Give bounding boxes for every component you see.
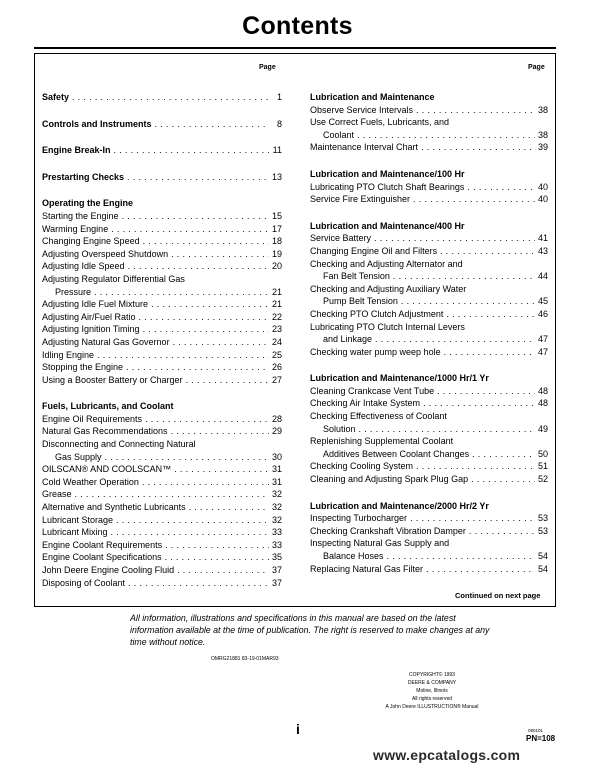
toc-entry[interactable] bbox=[310, 129, 548, 142]
dot-leader bbox=[174, 463, 269, 476]
toc-entry[interactable] bbox=[42, 248, 282, 261]
copyright-line: Moline, Illinois bbox=[416, 688, 448, 694]
dot-leader bbox=[105, 451, 269, 464]
dot-leader bbox=[421, 141, 535, 154]
toc-entry-page: 43 bbox=[537, 245, 548, 256]
toc-entry[interactable] bbox=[310, 385, 548, 398]
toc-entry-label: Lubricant Mixing bbox=[42, 527, 108, 538]
dot-leader bbox=[177, 564, 269, 577]
toc-entry-page: 46 bbox=[537, 308, 548, 319]
toc-entry[interactable] bbox=[42, 171, 282, 184]
toc-entry[interactable] bbox=[310, 563, 548, 576]
toc-entry[interactable] bbox=[310, 141, 548, 154]
toc-entry[interactable] bbox=[42, 374, 282, 387]
toc-entry-page: 8 bbox=[276, 118, 282, 129]
toc-entry-label: Checking Air Intake System bbox=[310, 398, 421, 409]
dot-leader bbox=[171, 248, 269, 261]
toc-entry-page: 24 bbox=[271, 336, 282, 347]
toc-entry-label: Grease bbox=[42, 489, 72, 500]
toc-entry-page: 18 bbox=[271, 236, 282, 247]
toc-entry-line: Lubricating PTO Clutch Internal Levers bbox=[310, 321, 465, 332]
dot-leader bbox=[426, 563, 535, 576]
toc-entry-label: Engine Break-In bbox=[42, 145, 111, 156]
toc-entry-page: 45 bbox=[537, 296, 548, 307]
toc-entry-label: Gas Supply bbox=[55, 451, 102, 462]
toc-entry[interactable] bbox=[42, 286, 282, 299]
toc-entry-page: 37 bbox=[271, 565, 282, 575]
dot-leader bbox=[127, 171, 269, 184]
section-gap bbox=[310, 206, 548, 220]
toc-entry-page: 29 bbox=[271, 426, 282, 437]
toc-entry-page: 27 bbox=[271, 374, 282, 385]
dot-leader bbox=[126, 361, 269, 374]
dot-leader bbox=[410, 512, 535, 525]
toc-entry-page: 21 bbox=[271, 299, 282, 310]
dot-leader bbox=[393, 270, 535, 283]
toc-entry-line: Checking and Adjusting Alternator and bbox=[310, 258, 463, 269]
toc-entry-label: Engine Oil Requirements bbox=[42, 413, 143, 424]
page-title: Contents bbox=[242, 12, 353, 40]
toc-entry-label: Replacing Natural Gas Filter bbox=[310, 563, 424, 574]
toc-entry[interactable] bbox=[42, 577, 282, 590]
title-rule bbox=[34, 47, 556, 49]
toc-entry-label: Observe Service Intervals bbox=[310, 104, 414, 115]
toc-entry-label: Engine Coolant Requirements bbox=[42, 539, 163, 550]
toc-entry-page: 47 bbox=[537, 334, 548, 345]
toc-entry[interactable] bbox=[42, 235, 282, 248]
toc-entry[interactable] bbox=[310, 104, 548, 117]
toc-entry-label: Inspecting Turbocharger bbox=[310, 513, 408, 524]
toc-entry-label: Fan Belt Tension bbox=[323, 271, 390, 282]
toc-entry-page: 53 bbox=[537, 525, 548, 536]
dot-leader bbox=[122, 210, 269, 223]
toc-entry-label: Pressure bbox=[55, 286, 92, 297]
dot-leader bbox=[155, 118, 269, 131]
toc-entry[interactable] bbox=[310, 448, 548, 461]
toc-entry-page: 40 bbox=[537, 181, 548, 192]
dot-leader bbox=[145, 413, 269, 426]
toc-entry-label: Safety bbox=[42, 92, 70, 102]
toc-entry-label: Checking Cooling System bbox=[310, 461, 414, 472]
copyright-line: DEERE & COMPANY bbox=[407, 680, 457, 686]
toc-entry[interactable] bbox=[310, 550, 548, 563]
toc-entry[interactable] bbox=[310, 460, 548, 473]
toc-entry-label: Cold Weather Operation bbox=[42, 476, 139, 487]
dot-leader bbox=[173, 336, 269, 349]
copyright-line: COPYRIGHT© 1993 bbox=[409, 672, 455, 678]
dot-leader bbox=[128, 260, 269, 273]
toc-entry-label: Adjusting Overspeed Shutdown bbox=[42, 248, 169, 259]
copyright-line: All rights reserved bbox=[411, 696, 452, 702]
toc-entry[interactable] bbox=[42, 223, 282, 236]
dot-leader bbox=[416, 460, 535, 473]
toc-entry-label: Stopping the Engine bbox=[42, 362, 124, 373]
toc-entry-line: Checking Effectiveness of Coolant bbox=[310, 411, 447, 422]
toc-entry[interactable] bbox=[42, 476, 282, 489]
toc-entry-line: Disconnecting and Connecting Natural bbox=[42, 439, 196, 450]
toc-entry[interactable] bbox=[310, 193, 548, 206]
toc-entry-label: John Deere Engine Cooling Fluid bbox=[42, 565, 175, 575]
toc-entry[interactable] bbox=[42, 336, 282, 349]
toc-entry[interactable] bbox=[310, 245, 548, 258]
toc-entry[interactable] bbox=[310, 333, 548, 346]
copyright-line: A John Deere ILLUSTRUCTION® Manual bbox=[385, 704, 479, 710]
toc-entry-page: 39 bbox=[537, 142, 548, 153]
toc-entry[interactable] bbox=[310, 308, 548, 321]
continued-note: Continued on next page bbox=[455, 591, 541, 600]
toc-entry[interactable] bbox=[42, 564, 282, 577]
toc-entry-label: Engine Coolant Specifications bbox=[42, 552, 162, 563]
toc-entry[interactable] bbox=[310, 397, 548, 410]
toc-entry-page: 11 bbox=[272, 145, 282, 156]
toc-entry-label: Starting the Engine bbox=[42, 210, 119, 221]
section-gap bbox=[42, 183, 282, 197]
toc-entry-label: Changing Engine Speed bbox=[42, 236, 140, 247]
toc-entry-page: 51 bbox=[537, 461, 548, 472]
toc-entry-page: 31 bbox=[271, 464, 282, 475]
section-heading: Lubrication and Maintenance/100 Hr bbox=[310, 168, 465, 179]
toc-entry[interactable] bbox=[42, 463, 282, 476]
dot-leader bbox=[374, 232, 535, 245]
toc-entry-label: Service Fire Extinguisher bbox=[310, 194, 411, 205]
toc-entry-page: 33 bbox=[271, 539, 282, 550]
section-heading: Fuels, Lubricants, and Coolant bbox=[42, 401, 174, 412]
toc-entry-label: Adjusting Ignition Timing bbox=[42, 324, 140, 335]
page-number: i bbox=[296, 721, 300, 737]
dot-leader bbox=[139, 311, 269, 324]
toc-entry-page: 40 bbox=[537, 194, 548, 205]
toc-entry[interactable] bbox=[42, 118, 282, 131]
dot-leader bbox=[171, 425, 269, 438]
toc-entry[interactable] bbox=[42, 551, 282, 564]
section-gap bbox=[310, 358, 548, 372]
dot-leader bbox=[142, 476, 269, 489]
dot-leader bbox=[423, 397, 535, 410]
section-gap bbox=[42, 104, 282, 118]
toc-entry-page: 41 bbox=[537, 233, 548, 244]
toc-entry[interactable] bbox=[42, 323, 282, 336]
toc-entry[interactable] bbox=[310, 295, 548, 308]
toc-entry-label: Lubricant Storage bbox=[42, 514, 114, 525]
toc-entry[interactable] bbox=[42, 526, 282, 539]
toc-entry[interactable] bbox=[42, 349, 282, 362]
dot-leader bbox=[440, 245, 535, 258]
pn-label: PN=108 bbox=[526, 734, 556, 743]
toc-entry[interactable] bbox=[310, 525, 548, 538]
toc-entry-page: 54 bbox=[537, 563, 548, 574]
toc-entry[interactable] bbox=[42, 413, 282, 426]
toc-entry-label: Checking water pump weep hole bbox=[310, 346, 441, 357]
dot-leader bbox=[375, 333, 535, 346]
toc-entry-label: Prestarting Checks bbox=[42, 171, 125, 182]
toc-entry-page: 48 bbox=[537, 385, 548, 396]
dot-leader bbox=[437, 385, 535, 398]
toc-entry[interactable] bbox=[42, 311, 282, 324]
toc-entry-label: Disposing of Coolant bbox=[42, 577, 126, 588]
toc-entry-page: 53 bbox=[537, 513, 548, 524]
toc-entry-page: 37 bbox=[271, 577, 282, 588]
dot-leader bbox=[472, 448, 535, 461]
toc-entry-page: 35 bbox=[271, 552, 282, 563]
toc-entry-page: 1 bbox=[276, 92, 282, 102]
toc-entry[interactable] bbox=[42, 361, 282, 374]
toc-entry[interactable] bbox=[310, 232, 548, 245]
toc-entry-page: 23 bbox=[271, 324, 282, 335]
dot-leader bbox=[413, 193, 535, 206]
dot-leader bbox=[165, 539, 269, 552]
dot-leader bbox=[151, 298, 269, 311]
dot-leader bbox=[469, 525, 535, 538]
left-page-header: Page bbox=[259, 64, 276, 71]
toc-entry-page: 25 bbox=[271, 349, 282, 360]
toc-entry[interactable] bbox=[42, 539, 282, 552]
dot-leader bbox=[189, 501, 269, 514]
dot-leader bbox=[165, 551, 269, 564]
toc-entry-page: 31 bbox=[271, 476, 282, 487]
toc-entry-label: Cleaning and Adjusting Spark Plug Gap bbox=[310, 474, 469, 485]
dot-leader bbox=[72, 91, 269, 104]
toc-entry-label: Cleaning Crankcase Vent Tube bbox=[310, 385, 435, 396]
dot-leader bbox=[143, 323, 269, 336]
toc-entry-page: 17 bbox=[271, 223, 282, 234]
toc-entry-page: 47 bbox=[537, 346, 548, 357]
toc-entry-label: Adjusting Air/Fuel Ratio bbox=[42, 311, 136, 322]
toc-entry-label: Adjusting Natural Gas Governor bbox=[42, 336, 170, 347]
toc-entry[interactable] bbox=[42, 488, 282, 501]
dot-leader bbox=[416, 104, 535, 117]
disclaimer-notice: All information, illustrations and specifications in this manual are based on the latest information available at the time of publication. The right is reserved to make changes at any time without notice. bbox=[130, 613, 490, 647]
toc-entry-label: Coolant bbox=[323, 129, 355, 140]
toc-entry-line: Checking and Adjusting Auxiliary Water bbox=[310, 283, 467, 294]
toc-entry-page: 30 bbox=[271, 451, 282, 462]
toc-entry-label: Idling Engine bbox=[42, 349, 95, 360]
toc-entry-page: 33 bbox=[271, 527, 282, 538]
section-heading: Lubrication and Maintenance/1000 Hr/1 Yr bbox=[310, 373, 489, 384]
toc-entry-label: Pump Belt Tension bbox=[323, 296, 398, 307]
toc-entry[interactable] bbox=[42, 514, 282, 527]
toc-entry-page: 52 bbox=[537, 474, 548, 485]
section-heading: Lubrication and Maintenance/2000 Hr/2 Yr bbox=[310, 500, 489, 511]
toc-entry-label: Balance Hoses bbox=[323, 551, 384, 561]
dot-leader bbox=[467, 181, 535, 194]
toc-entry-page: 48 bbox=[537, 398, 548, 409]
section-gap bbox=[310, 486, 548, 500]
toc-entry[interactable] bbox=[42, 425, 282, 438]
reference-code: OMRG21881 83-19-01MAR93 bbox=[211, 656, 279, 662]
toc-entry[interactable] bbox=[42, 260, 282, 273]
toc-entry-label: Adjusting Idle Fuel Mixture bbox=[42, 299, 149, 310]
toc-entry[interactable] bbox=[310, 423, 548, 436]
dot-leader bbox=[143, 235, 269, 248]
toc-entry-label: Warming Engine bbox=[42, 223, 109, 234]
section-gap bbox=[42, 386, 282, 400]
dot-leader bbox=[357, 129, 535, 142]
toc-entry-page: 32 bbox=[271, 514, 282, 525]
toc-entry[interactable] bbox=[42, 501, 282, 514]
section-heading: Lubrication and Maintenance bbox=[310, 92, 435, 102]
toc-entry-label: Additives Between Coolant Changes bbox=[323, 448, 470, 459]
dot-leader bbox=[97, 349, 269, 362]
section-gap bbox=[42, 157, 282, 171]
dot-leader bbox=[444, 346, 535, 359]
toc-entry-line: Inspecting Natural Gas Supply and bbox=[310, 538, 450, 549]
toc-entry-line: Replenishing Supplemental Coolant bbox=[310, 436, 454, 447]
dot-leader bbox=[75, 488, 269, 501]
toc-entry-page: 50 bbox=[537, 448, 548, 459]
toc-entry-page: 44 bbox=[537, 271, 548, 282]
toc-entry-page: 32 bbox=[271, 489, 282, 500]
section-heading: Operating the Engine bbox=[42, 198, 134, 209]
section-gap bbox=[42, 130, 282, 144]
toc-entry[interactable] bbox=[310, 270, 548, 283]
dot-leader bbox=[359, 423, 535, 436]
toc-entry-page: 49 bbox=[537, 423, 548, 434]
copyright-block bbox=[372, 671, 492, 711]
toc-entry-label: Maintenance Interval Chart bbox=[310, 142, 419, 153]
dot-leader bbox=[387, 550, 535, 563]
dot-leader bbox=[111, 526, 269, 539]
toc-entry[interactable] bbox=[42, 298, 282, 311]
toc-entry[interactable] bbox=[310, 473, 548, 486]
toc-entry[interactable] bbox=[310, 181, 548, 194]
contents-left-column bbox=[42, 91, 282, 589]
dot-leader bbox=[446, 308, 535, 321]
dot-leader bbox=[471, 473, 535, 486]
toc-entry-page: 32 bbox=[271, 502, 282, 513]
right-page-header: Page bbox=[528, 64, 545, 71]
pn-code: 080101 bbox=[528, 728, 544, 733]
watermark: www.epcatalogs.com bbox=[373, 747, 521, 763]
dot-leader bbox=[111, 223, 269, 236]
contents-right-column bbox=[310, 91, 548, 575]
toc-entry[interactable] bbox=[42, 91, 282, 104]
dot-leader bbox=[186, 374, 269, 387]
toc-entry[interactable] bbox=[310, 512, 548, 525]
dot-leader bbox=[94, 286, 269, 299]
toc-entry-line: Use Correct Fuels, Lubricants, and bbox=[310, 117, 450, 128]
toc-entry-label: Changing Engine Oil and Filters bbox=[310, 245, 438, 256]
toc-entry-label: Solution bbox=[323, 423, 356, 434]
toc-entry-page: 15 bbox=[271, 210, 282, 221]
dot-leader bbox=[114, 144, 269, 157]
toc-entry-label: Checking Crankshaft Vibration Damper bbox=[310, 525, 466, 536]
toc-entry-line: Adjusting Regulator Differential Gas bbox=[42, 273, 185, 284]
toc-entry[interactable] bbox=[42, 144, 282, 157]
toc-entry-page: 19 bbox=[271, 248, 282, 259]
toc-entry-label: OILSCAN® AND COOLSCAN™ bbox=[42, 464, 172, 475]
toc-entry-page: 20 bbox=[271, 261, 282, 272]
toc-entry-page: 28 bbox=[271, 413, 282, 424]
toc-entry-page: 26 bbox=[271, 362, 282, 373]
section-gap bbox=[310, 154, 548, 168]
toc-entry-label: Using a Booster Battery or Charger bbox=[42, 374, 183, 385]
toc-entry-page: 13 bbox=[271, 171, 282, 182]
toc-entry-label: and Linkage bbox=[323, 334, 373, 345]
dot-leader bbox=[401, 295, 535, 308]
toc-entry-page: 38 bbox=[537, 104, 548, 115]
toc-entry-page: 54 bbox=[537, 551, 548, 561]
toc-entry[interactable] bbox=[42, 451, 282, 464]
toc-entry-label: Alternative and Synthetic Lubricants bbox=[42, 502, 186, 513]
dot-leader bbox=[128, 577, 269, 590]
toc-entry-label: Checking PTO Clutch Adjustment bbox=[310, 308, 444, 319]
toc-entry-page: 21 bbox=[271, 286, 282, 297]
toc-entry-label: Lubricating PTO Clutch Shaft Bearings bbox=[310, 181, 465, 192]
toc-entry-page: 22 bbox=[271, 311, 282, 322]
toc-entry-label: Controls and Instruments bbox=[42, 118, 152, 129]
toc-entry-label: Natural Gas Recommendations bbox=[42, 426, 168, 437]
dot-leader bbox=[116, 514, 269, 527]
toc-entry-label: Service Battery bbox=[310, 233, 372, 244]
section-heading: Lubrication and Maintenance/400 Hr bbox=[310, 220, 465, 231]
toc-entry-label: Adjusting Idle Speed bbox=[42, 261, 125, 272]
toc-entry[interactable] bbox=[310, 346, 548, 359]
toc-entry-page: 38 bbox=[537, 129, 548, 140]
toc-entry[interactable] bbox=[42, 210, 282, 223]
